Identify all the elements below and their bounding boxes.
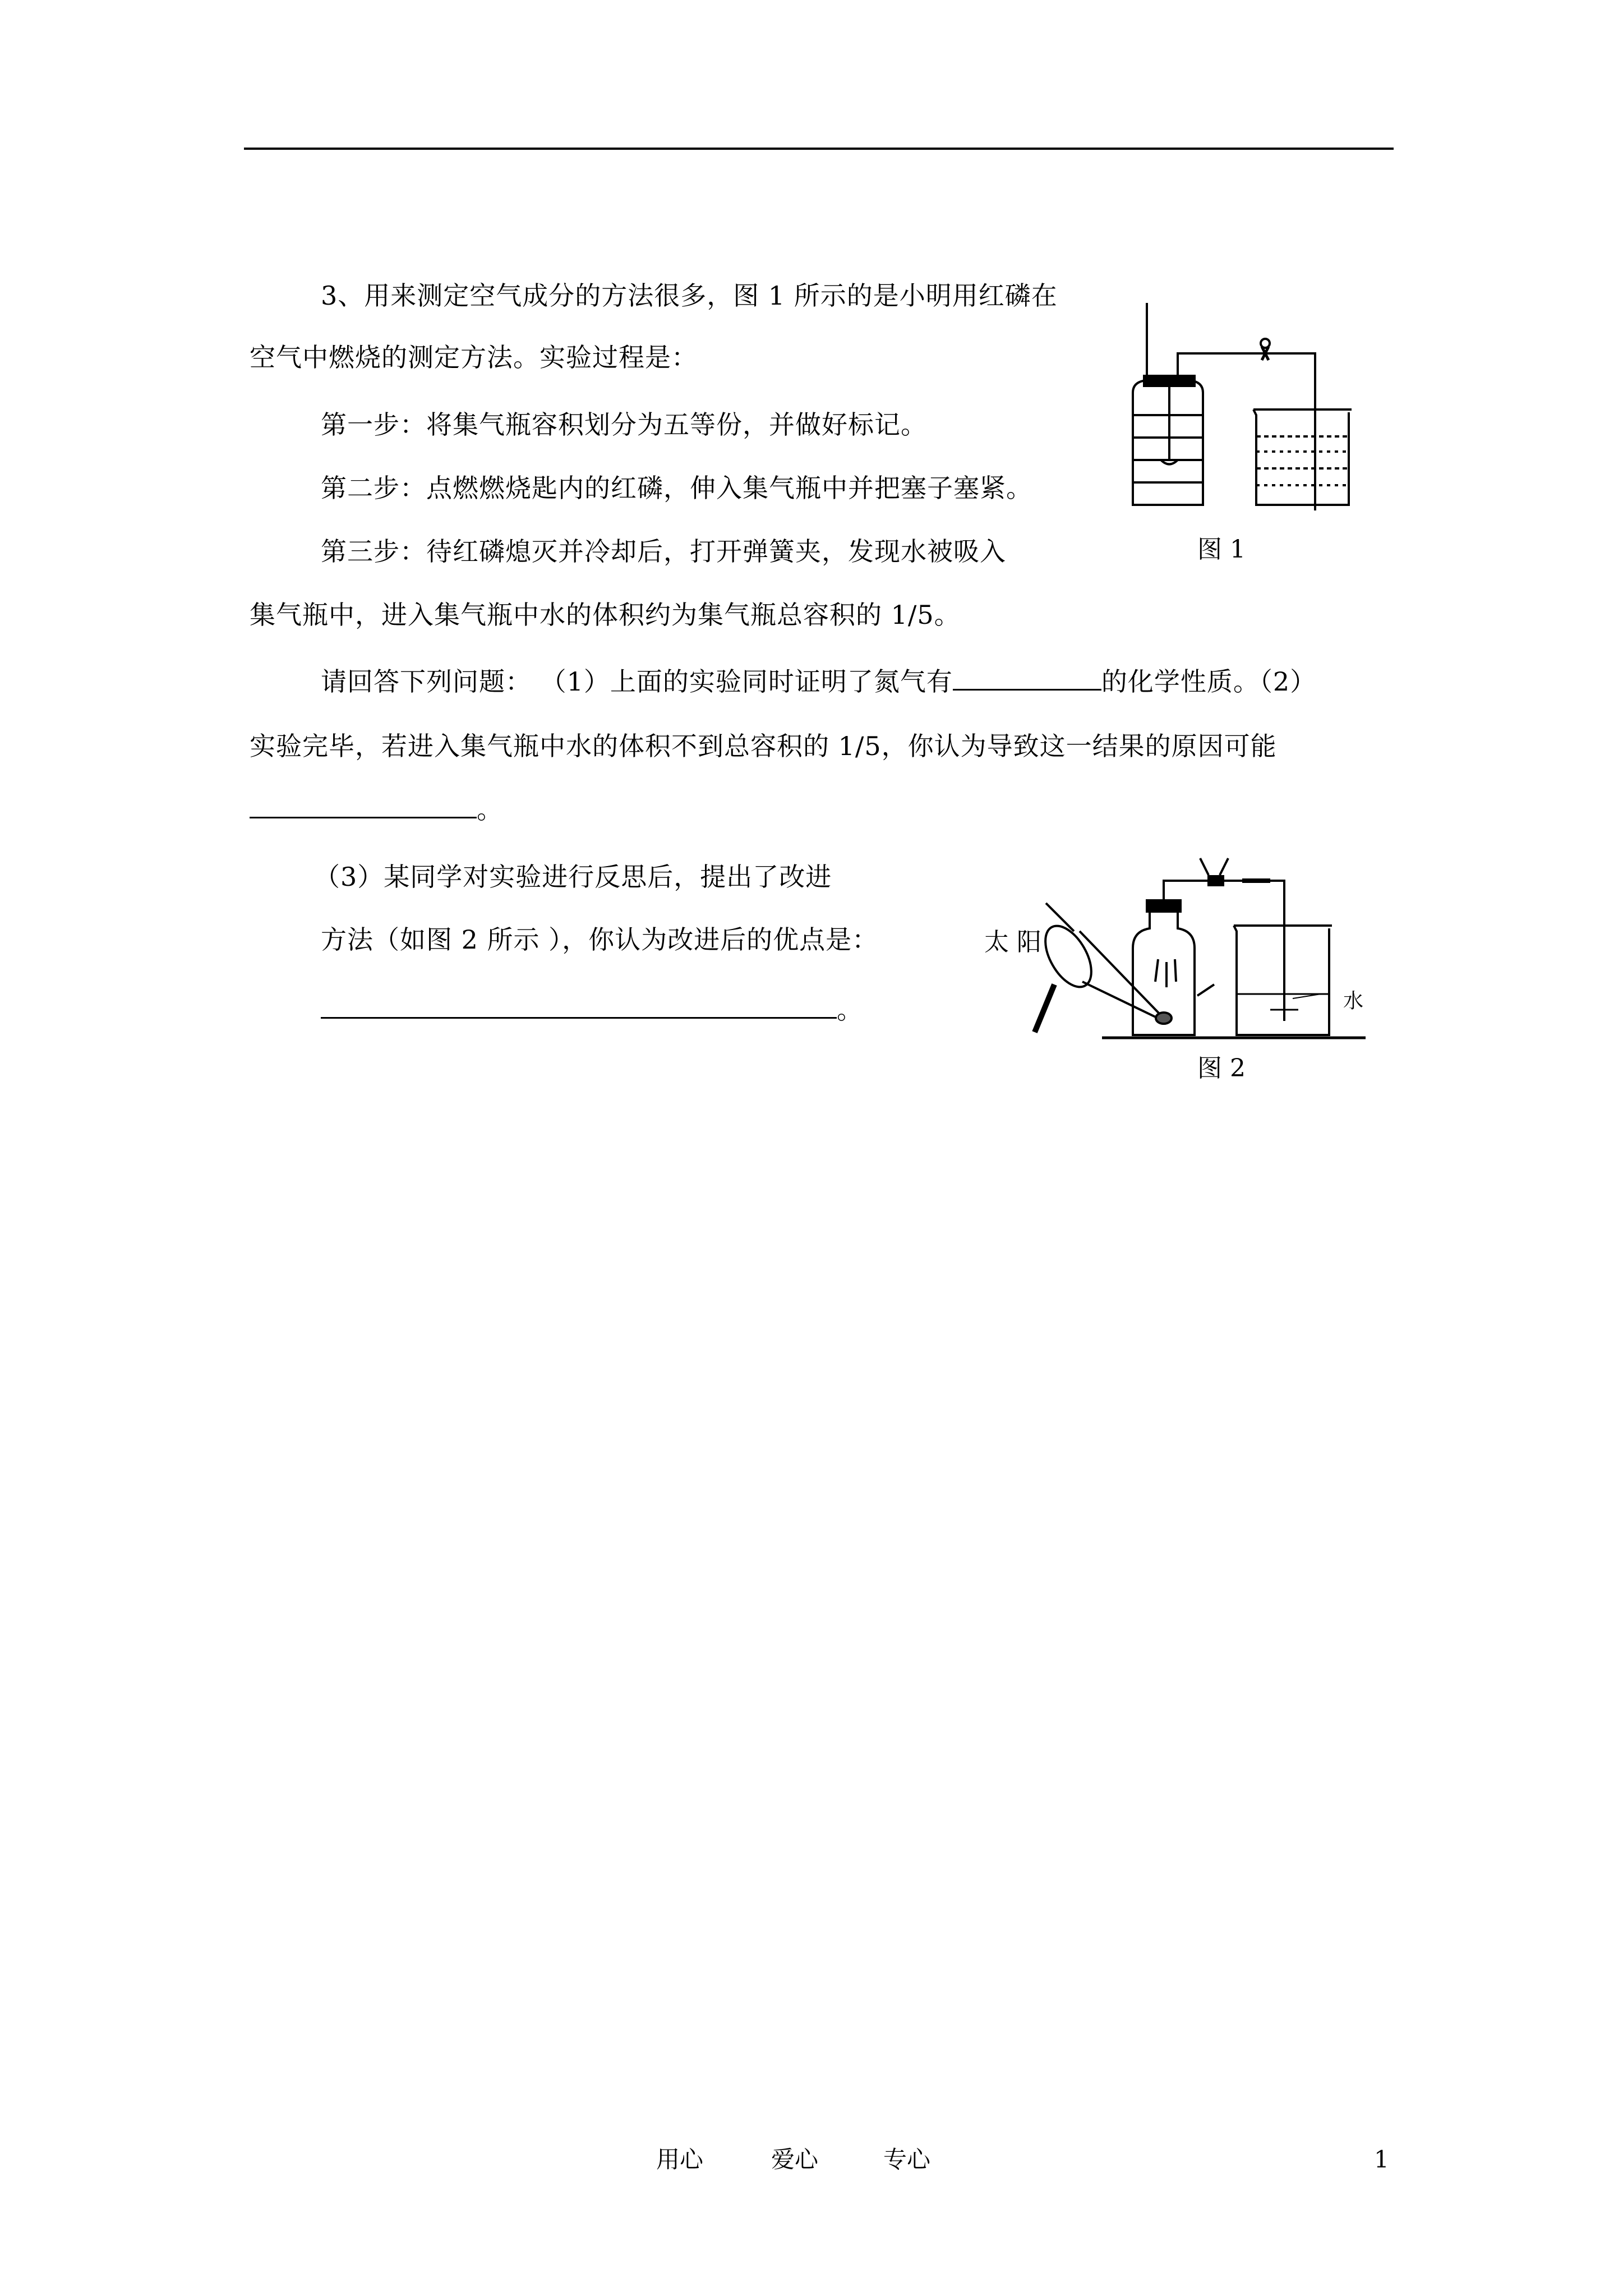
figure-2-caption: 图 2 <box>1197 1054 1246 1083</box>
question-part3-answer <box>321 993 863 1027</box>
header-rule <box>244 148 1394 150</box>
figure-1-caption: 图 1 <box>1197 535 1246 564</box>
question-part1 <box>321 665 1316 698</box>
footer-item-1: 用心 <box>656 2146 704 2173</box>
footer-item-2: 爱心 <box>771 2146 819 2173</box>
answer-blank-3[interactable] <box>321 995 837 1019</box>
step-three-line1: 第三步：待红磷熄灭并冷却后，打开弹簧夹，发现水被吸入 <box>321 536 1006 567</box>
answer-blank-2[interactable] <box>250 794 477 818</box>
figure-1-apparatus <box>1122 297 1374 539</box>
step-two: 第二步：点燃燃烧匙内的红磷，伸入集气瓶中并把塞子塞紧。 <box>321 473 1032 503</box>
figure-2-label-sun: 太 阳 <box>984 928 1041 956</box>
question-intro-line1: 3、用来测定空气成分的方法很多，图 1 所示的是小明用红磷在 <box>321 280 1058 311</box>
question-part3-end: 。 <box>837 995 863 1025</box>
question-intro-line2: 空气中燃烧的测定方法。实验过程是： <box>250 342 698 372</box>
figure-1 <box>1122 297 1374 539</box>
question-part2: 实验完毕，若进入集气瓶中水的体积不到总容积的 1/5，你认为导致这一结果的原因可能 <box>250 731 1277 761</box>
step-three-line2: 集气瓶中，进入集气瓶中水的体积约为集气瓶总容积的 1/5。 <box>250 600 961 630</box>
footer-item-3: 专心 <box>883 2146 931 2173</box>
question-part2-end: 。 <box>477 794 503 825</box>
question-part2-answer <box>250 793 503 826</box>
question-part3-line1: （3）某同学对实验进行反思后，提出了改进 <box>314 862 832 892</box>
question-part1-suffix: 的化学性质。（2） <box>1101 666 1317 697</box>
answer-blank-1[interactable] <box>953 666 1101 691</box>
step-one: 第一步：将集气瓶容积划分为五等份，并做好标记。 <box>321 409 927 440</box>
figure-2-label-water: 水 <box>1343 990 1364 1013</box>
question-part1-prefix: 请回答下列问题： （1）上面的实验同时证明了氮气有 <box>321 666 953 697</box>
page-number: 1 <box>1374 2146 1389 2173</box>
question-part3-line2: 方法（如图 2 所示 ），你认为改进后的优点是： <box>321 924 879 955</box>
